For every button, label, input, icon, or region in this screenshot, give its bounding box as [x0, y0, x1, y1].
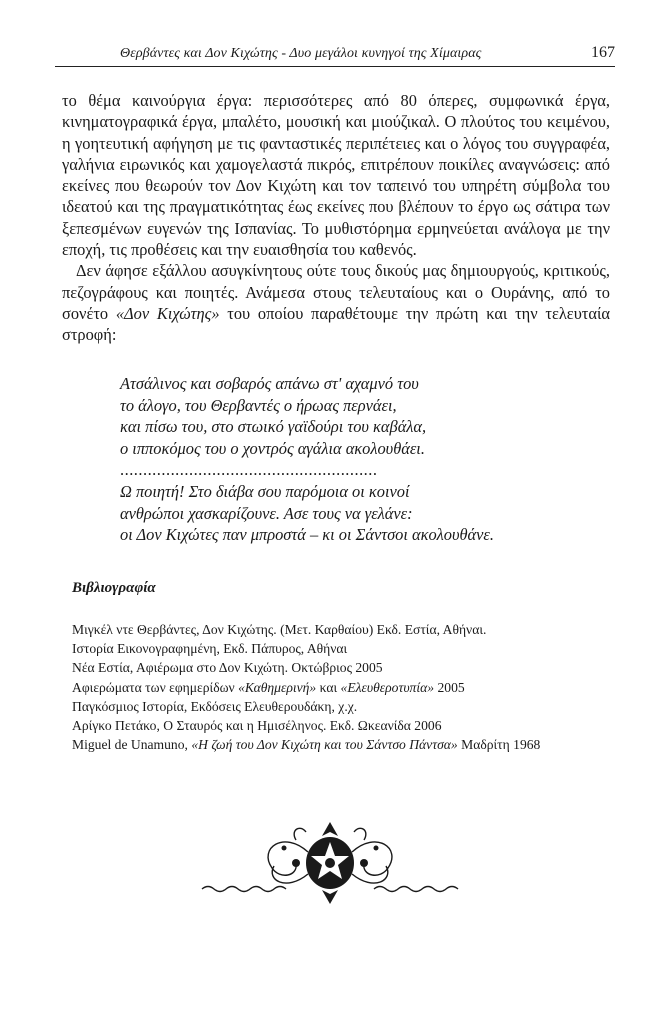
poem-line: και πίσω του, στο στωικό γαϊδούρι του καβάλα,	[120, 417, 427, 437]
poem-line: Ατσάλινος και σοβαρός απάνω στ' αχαμνό του	[120, 374, 419, 393]
poem-line: ο ιπποκόμος του ο χοντρός αγάλια ακολουθάει.	[120, 438, 425, 458]
paragraph-1: το θέμα καινούργια έργα: περισσότερες από 80 όπερες, συμφωνικά έργα, κινηματογραφικά έργα, μπαλέτο, μουσική και μιούζικαλ. Ο πλούτος του κειμένου, η γοητευτική αφήγηση με τις φανταστικές περιπέτειες και ο λόγος του συγγραφέα, γαλήνια ειρωνικός και χαμογελαστά πικρός, επιτρέπουν ποικίλες αναγνώσεις: από εκείνες που θεωρούν τον Δον Κιχώτη και τον ταπεινό του υπηρέτη σύμβολα του ιδεατού και της πραγματικότητας έως εκείνες που βλέπουν το έργο ως σάτιρα των ξεπεσμένων ευγενών της Ισπανίας. Το μυθιστόρημα ερμηνεύεται ανάλογα με την εποχή, τις προθέσεις και την ευαισθησία του καθενός.	[62, 91, 610, 260]
bibliography-item	[72, 678, 612, 697]
bibliography-heading: Βιβλιογραφία	[72, 580, 156, 596]
bib-italic-text: «Η ζωή του Δον Κιχώτη και του Σάντσο Πάντσα»	[191, 737, 458, 753]
bibliography-item: Ιστορία Εικονογραφημένη, Εκδ. Πάπυρος, Αθήναι	[72, 641, 348, 657]
sonnet-title: «Δον Κιχώτης»	[115, 303, 220, 323]
bibliography-item	[72, 735, 612, 754]
paragraph-2	[62, 260, 610, 345]
bib-italic-text: «Ελευθεροτυπία»	[340, 679, 435, 695]
header-rule	[55, 66, 615, 67]
poem-line: Ω ποιητή! Στο διάβα σου παρόμοια οι κοινοί	[120, 481, 410, 501]
poem-quote	[120, 373, 580, 546]
bib-italic-text: «Καθημερινή»	[238, 679, 317, 695]
floral-ornament-icon	[200, 818, 460, 908]
bib-text: Μαδρίτη 1968	[457, 737, 541, 753]
poem-line: οι Δον Κιχώτες παν μπροστά – κι οι Σάντσοι ακολουθάνε.	[120, 525, 494, 545]
bibliography-item: Νέα Εστία, Αφιέρωμα στο Δον Κιχώτη. Οκτώβριος 2005	[72, 660, 383, 676]
running-head-title: Θερβάντες και Δον Κιχώτης - Δυο μεγάλοι κυνηγοί της Χίμαιρας	[120, 46, 482, 61]
poem-line: ανθρώποι χασκαρίζουνε. Ασε τους να γελάνε:	[120, 503, 413, 523]
bib-text: και	[316, 679, 341, 695]
bibliography-item: Αρίγκο Πετάκο, Ο Σταυρός και η Ημισέληνος. Εκδ. Ωκεανίδα 2006	[72, 718, 442, 734]
bibliography-item: Παγκόσμιος Ιστορία, Εκδόσεις Ελευθερουδάκη, χ.χ.	[72, 698, 358, 714]
poem-line: το άλογο, του Θερβαντές ο ήρωας περνάει,	[120, 395, 397, 415]
bib-text: Αφιερώματα των εφημερίδων	[72, 679, 239, 695]
bibliography-list	[72, 620, 612, 754]
bibliography-item: Μιγκέλ ντε Θερβάντες, Δον Κιχώτης. (Μετ. Καρθαίου) Εκδ. Εστία, Αθήναι.	[72, 622, 487, 637]
page-number: 167	[591, 44, 615, 61]
poem-ellipsis: ........................................................	[120, 460, 378, 480]
bib-text: Miguel de Unamuno,	[72, 737, 192, 753]
paragraph-2-text-a: Δεν άφησε εξάλλου ασυγκίνητους ούτε τους δικούς μας δημιουργούς, κριτικούς, πεζογράφους και ποιητές. Ανάμεσα στους τελευταίους και ο Ουράνης, από το σονέτο	[62, 261, 610, 323]
paragraph-2-text-b: του οποίου παραθέτουμε την πρώτη και την τελευταία στροφή:	[62, 303, 610, 345]
bib-text: 2005	[434, 679, 465, 695]
body-text	[62, 90, 610, 346]
running-head	[55, 42, 615, 68]
